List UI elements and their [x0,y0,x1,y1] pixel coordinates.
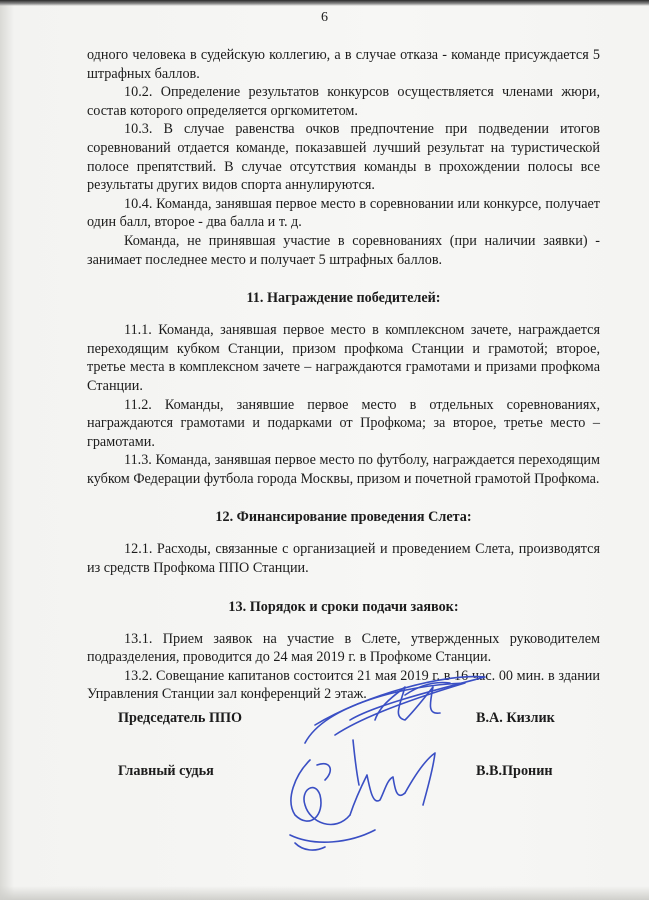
judge-name: В.В.Пронин [476,763,553,779]
section-heading: 11. Награждение победителей: [246,290,441,307]
chair-role: Председатель ППО [118,710,243,726]
paragraph: 13.2. Совещание капитанов состоится 21 мая 2019 г. в 16 час. 00 мин. в здании Управления Станции зал конференций 2 этаж. [87,667,600,703]
paragraph: одного человека в судейскую коллегию, а в случае отказа - команде присуждается 5 штрафных баллов. [87,47,600,82]
page-number: 6 [321,10,328,25]
judge-role: Главный судья [118,763,214,779]
paragraph: 10.2. Определение результатов конкурсов осуществляется членами жюри, состав которого определяется оргкомитетом. [87,84,600,119]
paragraph: 11.3. Команда, занявшая первое место по футболу, награждается переходящим кубком Федерации футбола города Москвы, призом и почетной грамотой Профкома. [87,452,600,487]
paragraph: 10.4. Команда, занявшая первое место в соревновании или конкурсе, получает один балл, второе - два балла и т. д. [87,195,600,231]
chair-name: В.А. Кизлик [476,710,555,726]
paragraph: 11.2. Команды, занявшие первое место в отдельных соревнованиях, награждаются грамотами и подарками от Профкома; за второе, третье место – грамотами. [87,396,600,450]
scan-bottom-edge [0,886,649,900]
handwritten-signature-icon [255,665,515,855]
paragraph: Команда, не принявшая участие в соревнованиях (при наличии заявки) - занимает последнее место и получает 5 штрафных баллов. [87,232,600,268]
paragraph: 13.1. Прием заявок на участие в Слете, утвержденных руководителем подразделения, проводится до 24 мая 2019 г. в Профкоме Станции. [87,630,600,666]
scan-top-edge [0,0,649,6]
document-body [87,46,600,704]
paragraph: 11.1. Команда, занявшая первое место в комплексном зачете, награждается переходящим кубком Станции, призом профкома Станции и грамотой; второе, третье места в комплексном зачете – награждаются грамотами и призами профкома Станции. [87,322,600,394]
section-heading: 13. Порядок и сроки подачи заявок: [228,598,459,615]
paragraph: 10.3. В случае равенства очков предпочтение при подведении итогов соревнований отдается команде, показавшей лучший результат на туристической полосе препятствий. В случае отсутствия команды в прохождении полосы все результаты других видов спорта аннулируются. [87,121,600,194]
section-heading: 12. Финансирование проведения Слета: [215,509,472,526]
paragraph: 12.1. Расходы, связанные с организацией и проведением Слета, производятся из средств Профкома ППО Станции. [87,541,600,577]
